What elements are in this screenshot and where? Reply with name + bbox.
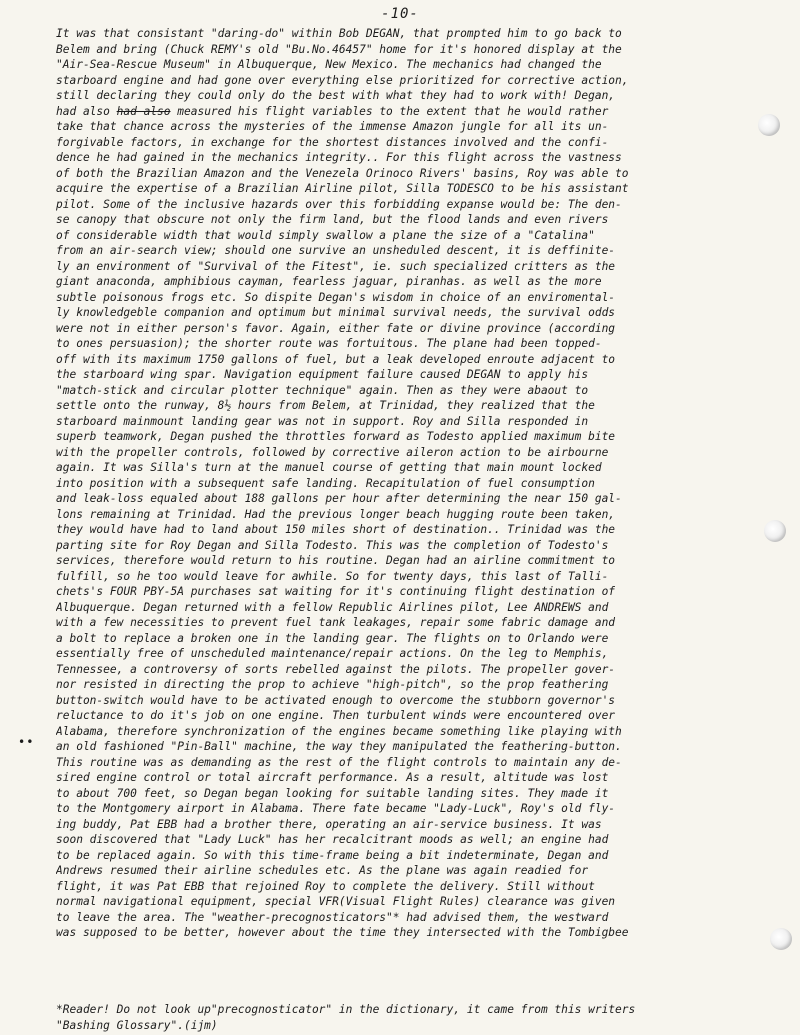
body-line: they would have had to land about 150 miles short of destination.. Trinidad was the bbox=[56, 523, 616, 536]
body-line: to be replaced again. So with this time-frame being a bit indeterminate, Degan and bbox=[56, 848, 609, 862]
body-line: normal navigational equipment, special VFR(Visual Flight Rules) clearance was given bbox=[56, 895, 616, 908]
body-line: reluctance to do it's job on one engine. Then turbulent winds were encountered over bbox=[56, 709, 616, 722]
punch-hole-middle bbox=[764, 520, 786, 542]
body-line: sired engine control or total aircraft performance. As a result, altitude was lost bbox=[56, 771, 609, 784]
body-line: into position with a subsequent safe landing. Recapitulation of fuel consumption bbox=[56, 476, 595, 490]
body-line: It was that consistant "daring-do" within Bob DEGAN, that prompted him to go back to bbox=[56, 27, 622, 40]
body-line: lons remaining at Trinidad. Had the previous longer beach hugging route been taken, bbox=[56, 507, 616, 521]
body-line: take that chance across the mysteries of the immense Amazon jungle for all its un- bbox=[56, 120, 609, 133]
body-line: the starboard wing spar. Navigation equipment failure caused DEGAN to apply his bbox=[56, 368, 589, 381]
body-line: from an air-search view; should one survive an unsheduled descent, it is deffinite- bbox=[56, 244, 616, 257]
footnote bbox=[56, 1002, 746, 1033]
body-line: "match-stick and circular plotter technique" again. Then as they were abaout to bbox=[56, 383, 589, 397]
body-line: parting site for Roy Degan and Silla Todesto. This was the completion of Todesto's bbox=[56, 538, 609, 552]
body-line: with the propeller controls, followed by corrective aileron action to be airbourne bbox=[56, 445, 609, 459]
body-line: ly an environment of "Survival of the Fitest", ie. such specialized critters as the bbox=[56, 259, 616, 273]
body-line: services, therefore would return to his routine. Degan had an airline commitment to bbox=[56, 554, 616, 567]
body-line: "Air-Sea-Rescue Museum" in Albuquerque, New Mexico. The mechanics had changed the bbox=[56, 58, 602, 71]
margin-mark: •• bbox=[18, 735, 35, 749]
body-line: flight, it was Pat EBB that rejoined Roy to complete the delivery. Still without bbox=[56, 879, 595, 893]
body-line: pilot. Some of the inclusive hazards over this forbidding expanse would be: The den- bbox=[56, 197, 622, 211]
body-line: nor resisted in directing the prop to achieve "high-pitch", so the prop feathering bbox=[56, 678, 609, 691]
body-line bbox=[56, 104, 746, 120]
body-line: Albuquerque. Degan returned with a fellow Republic Airlines pilot, Lee ANDREWS and bbox=[56, 600, 609, 614]
body-line: still declaring they could only do the best with what they had to work with! Degan, bbox=[56, 89, 616, 102]
body-line: se canopy that obscure not only the firm land, but the flood lands and even rivers bbox=[56, 213, 609, 226]
body-line: chets's FOUR PBY-5A purchases sat waiting for it's continuing flight destination of bbox=[56, 585, 616, 598]
body-line: Andrews resumed their airline schedules etc. As the plane was again readied for bbox=[56, 864, 589, 877]
punch-hole-top bbox=[758, 114, 780, 136]
body-line: fulfill, so he too would leave for awhile. So for twenty days, this last of Talli- bbox=[56, 569, 609, 583]
body-line: superb teamwork, Degan pushed the throttles forward as Todesto applied maximum bite bbox=[56, 430, 616, 443]
body-line: essentially free of unscheduled maintenance/repair actions. On the leg to Memphis, bbox=[56, 647, 609, 660]
footnote-line: *Reader! Do not look up"precognosticator" in the dictionary, it came from this writers bbox=[56, 1003, 636, 1016]
body-line: a bolt to replace a broken one in the landing gear. The flights on to Orlando were bbox=[56, 631, 609, 645]
body-line: Belem and bring (Chuck REMY's old "Bu.No.46457" home for it's honored display at the bbox=[56, 42, 622, 56]
body-line: ing buddy, Pat EBB had a brother there, operating an air-service business. It was bbox=[56, 817, 602, 831]
body-line: dence he had gained in the mechanics integrity.. For this flight across the vastness bbox=[56, 151, 622, 164]
body-line: were not in either person's favor. Again, either fate or divine province (according bbox=[56, 321, 616, 335]
footnote-line: "Bashing Glossary".(ijm) bbox=[56, 1018, 218, 1032]
body-line: acquire the expertise of a Brazilian Airline pilot, Silla TODESCO to be his assistant bbox=[56, 182, 629, 195]
body-line-text: measured his flight variables to the extent that he would rather bbox=[170, 104, 609, 118]
body-line: an old fashioned "Pin-Ball" machine, the way they manipulated the feathering-button. bbox=[56, 740, 622, 753]
body-line-text: had also bbox=[56, 104, 117, 118]
body-line: to the Montgomery airport in Alabama. There fate became "Lady-Luck", Roy's old fly- bbox=[56, 802, 616, 815]
punch-hole-bottom bbox=[770, 928, 792, 950]
body-line: to leave the area. The "weather-precognosticators"* had advised them, the westward bbox=[56, 910, 609, 924]
body-line: and leak-loss equaled about 188 gallons per hour after determining the near 150 gal- bbox=[56, 492, 622, 505]
body-line: off with its maximum 1750 gallons of fuel, but a leak developed enroute adjacent to bbox=[56, 352, 616, 366]
body-line: of both the Brazilian Amazon and the Venezela Orinoco Rivers' basins, Roy was able to bbox=[56, 166, 629, 180]
body-line: to about 700 feet, so Degan began looking for suitable landing sites. They made it bbox=[56, 786, 609, 800]
struck-text: had also bbox=[116, 104, 171, 118]
body-line: again. It was Silla's turn at the manuel course of getting that main mount locked bbox=[56, 461, 602, 474]
body-line: settle onto the runway, 8½ hours from Belem, at Trinidad, they realized that the bbox=[56, 399, 595, 412]
body-line: soon discovered that "Lady Luck" has her recalcitrant moods as well; an engine had bbox=[56, 833, 609, 846]
body-line: starboard mainmount landing gear was not in support. Roy and Silla responded in bbox=[56, 414, 589, 428]
page-number: -10- bbox=[381, 6, 419, 22]
body-line: with a few necessities to prevent fuel tank leakages, repair some fabric damage and bbox=[56, 616, 616, 629]
body-line: to ones persuasion); the shorter route was fortuitous. The plane had been topped- bbox=[56, 337, 602, 350]
body-line: subtle poisonous frogs etc. So dispite Degan's wisdom in choice of an enviromental- bbox=[56, 290, 616, 304]
body-line: button-switch would have to be activated enough to overcome the stubborn governor's bbox=[56, 693, 616, 707]
body-line: was supposed to be better, however about the time they intersected with the Tombigbee bbox=[56, 926, 629, 939]
body-line: Alabama, therefore synchronization of the engines became something like playing with bbox=[56, 724, 622, 738]
body-line: of considerable width that would simply swallow a plane the size of a "Catalina" bbox=[56, 228, 595, 242]
body-line: starboard engine and had gone over everything else prioritized for corrective action, bbox=[56, 73, 629, 87]
body-line: giant anaconda, amphibious cayman, fearless jaguar, piranhas. as well as the more bbox=[56, 275, 602, 288]
body-line: forgivable factors, in exchange for the shortest distances involved and the confi- bbox=[56, 135, 609, 149]
body-line: This routine was as demanding as the rest of the flight controls to maintain any de- bbox=[56, 755, 622, 769]
body-line: Tennessee, a controversy of sorts rebelled against the pilots. The propeller gover- bbox=[56, 662, 616, 676]
body-line: ly knowledgeble companion and optimum but minimal survival needs, the survival odds bbox=[56, 306, 616, 319]
body-text bbox=[56, 26, 746, 941]
